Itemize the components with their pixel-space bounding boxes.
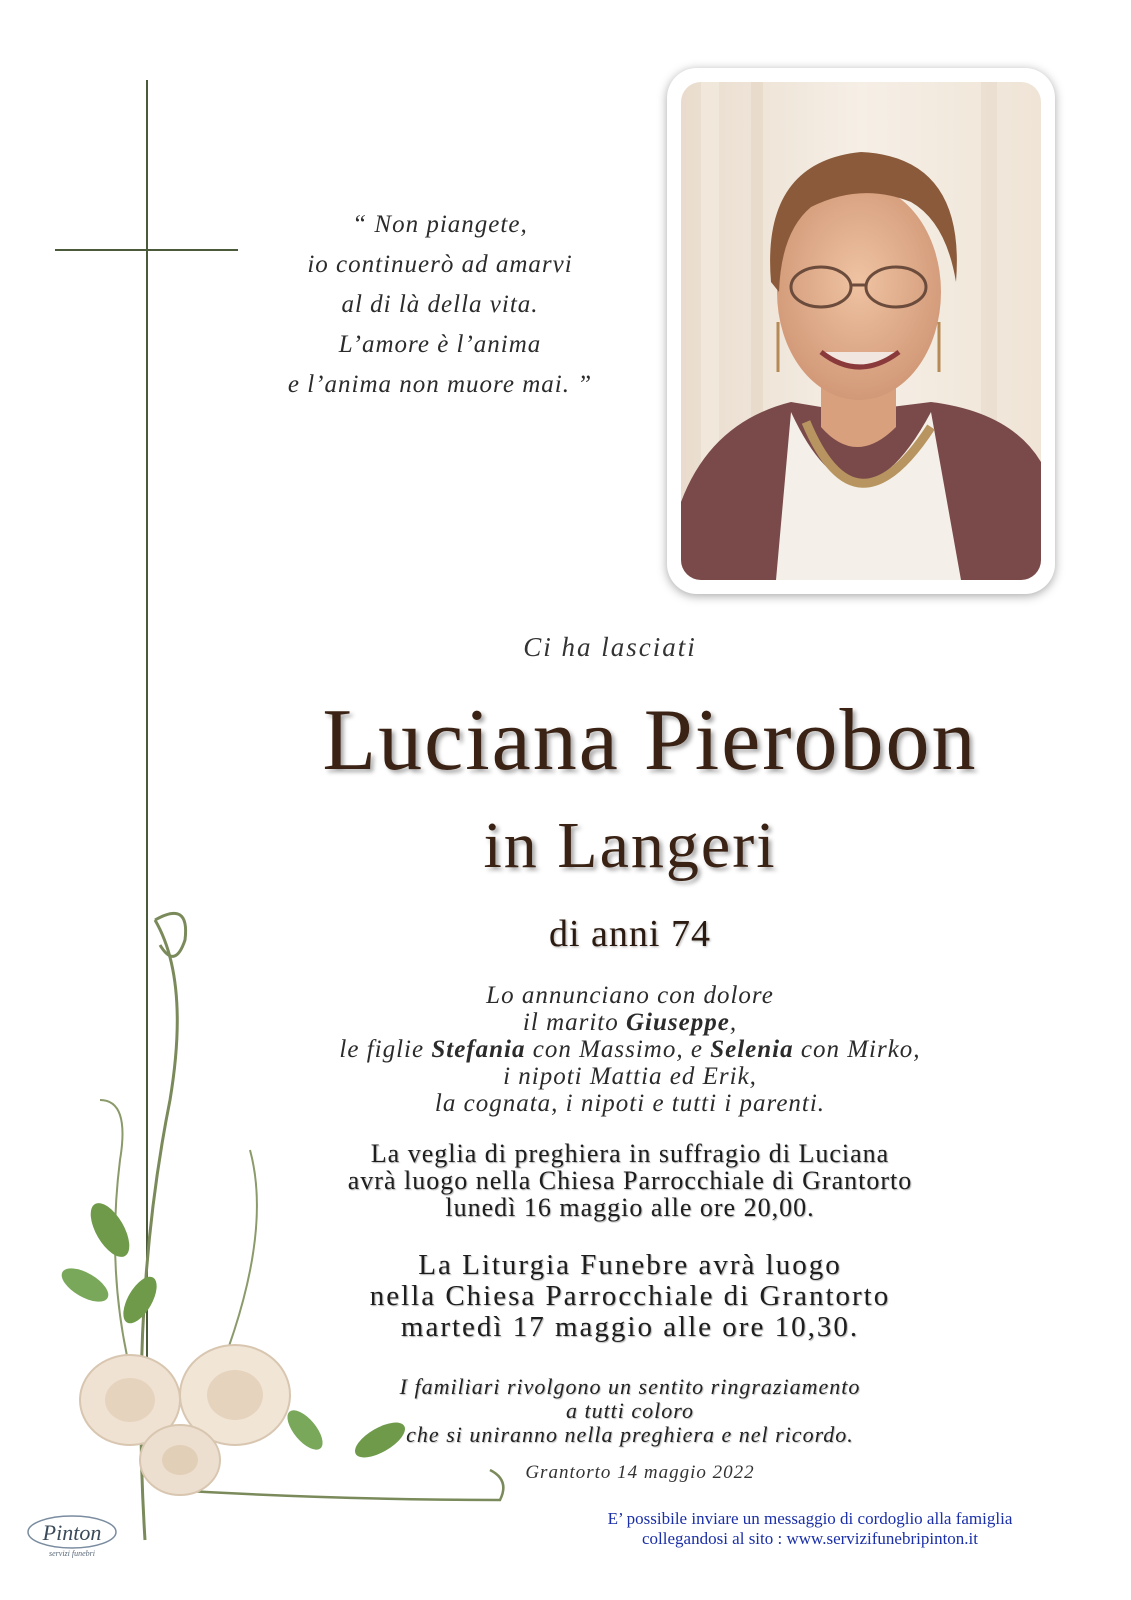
cross-horizontal-bar	[55, 249, 238, 251]
logo-tagline-text: servizi funebri	[49, 1549, 95, 1558]
intro-text: Ci ha lasciati	[523, 632, 697, 662]
daughter-name: Selenia	[710, 1036, 794, 1063]
quote-line: al di là della vita.	[341, 291, 539, 318]
contact-line: E’ possibile inviare un messaggio di cordoglio alla famiglia	[607, 1509, 1013, 1528]
portrait-frame	[667, 68, 1055, 594]
quote-line: e l’anima non muore mai. ”	[287, 371, 593, 398]
deceased-name: Luciana Pierobon	[322, 692, 978, 789]
portrait-photo	[681, 82, 1041, 580]
thanks-line: I familiari rivolgono un sentito ringraziamento	[399, 1374, 861, 1399]
place-date: Grantorto 14 maggio 2022	[525, 1462, 755, 1483]
funeral-line: La Liturgia Funebre avrà luogo	[418, 1249, 842, 1281]
vigil-line: lunedì 16 maggio alle ore 20,00.	[445, 1193, 815, 1222]
condolence-contact	[520, 1509, 1100, 1549]
age-text: di anni 74	[549, 913, 711, 955]
vigil-line: avrà luogo nella Chiesa Parrocchiale di Grantorto	[347, 1166, 913, 1195]
married-name: in Langeri	[483, 809, 777, 882]
vigil-line: La veglia di preghiera in suffragio di Luciana	[370, 1139, 890, 1168]
funeral-line: martedì 17 maggio alle ore 10,30.	[400, 1311, 860, 1343]
logo-brand-text: Pinton	[42, 1520, 102, 1545]
family-text: con Massimo, e	[525, 1036, 711, 1063]
contact-website-link[interactable]: collegandosi al sito : www.servizifunebripinton.it	[642, 1529, 978, 1548]
family-text: con Mirko,	[793, 1036, 921, 1063]
thanks-line: a tutti coloro	[565, 1398, 695, 1423]
funeral-line: nella Chiesa Parrocchiale di Grantorto	[369, 1280, 891, 1312]
quote-line: L’amore è l’anima	[338, 331, 542, 358]
thanks-line: che si uniranno nella preghiera e nel ricordo.	[406, 1422, 854, 1447]
portrait-illustration	[681, 82, 1041, 580]
quote-line: “ Non piangete,	[352, 211, 528, 238]
family-line: Lo annunciano con dolore	[486, 982, 774, 1009]
husband-name: Giuseppe	[626, 1009, 730, 1036]
quote-line: io continuerò ad amarvi	[307, 251, 573, 278]
family-line: la cognata, i nipoti e tutti i parenti.	[434, 1090, 826, 1117]
family-text: le figlie	[339, 1036, 432, 1063]
daughter-name: Stefania	[431, 1036, 526, 1063]
family-text: ,	[729, 1009, 738, 1036]
pinton-logo-mark	[22, 1510, 122, 1570]
pinton-logo	[22, 1510, 122, 1570]
quote-block	[230, 205, 650, 405]
family-line: i nipoti Mattia ed Erik,	[503, 1063, 757, 1090]
family-text: il marito	[522, 1009, 626, 1036]
rose-flower-decoration	[40, 900, 520, 1550]
